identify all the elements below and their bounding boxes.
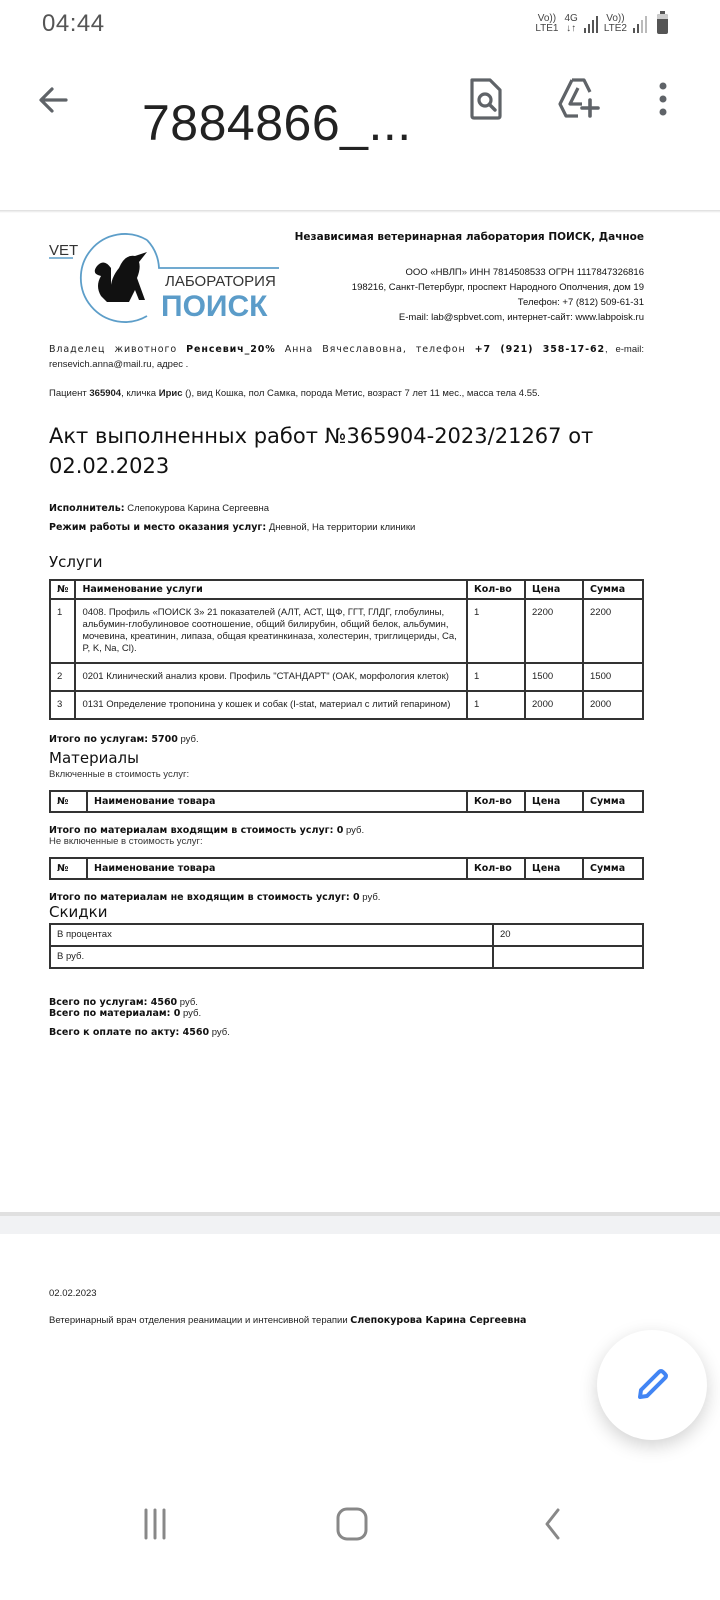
status-time: 04:44 [42, 10, 105, 37]
document-search-icon [466, 76, 506, 122]
pdf-page-1 [49, 218, 644, 1038]
owner-phone: +7 (921) 358-17-62 [474, 344, 606, 355]
lab-legal: ООО «НВЛП» ИНН 7814508533 ОГРН 1117847326816 [405, 267, 644, 278]
materials-excluded-table [49, 857, 644, 880]
status-icons [535, 14, 668, 34]
signal-sim2-icon [633, 15, 647, 33]
table-header-row: № Наименование товара Кол-во Цена Сумма [50, 791, 643, 812]
back-chevron-icon [528, 1500, 578, 1550]
svg-text:VET: VET [49, 242, 79, 259]
find-in-document-button[interactable] [466, 76, 506, 122]
lab-info [295, 230, 644, 325]
app-bar [0, 52, 720, 210]
signature-name: Слепокурова Карина Сергеевна [350, 1315, 527, 1326]
lab-name: Независимая ветеринарная лаборатория ПОИСК, Дачное [294, 231, 644, 243]
patient-id: 365904 [89, 388, 122, 399]
add-to-drive-icon [556, 76, 602, 122]
recents-button[interactable] [130, 1500, 180, 1550]
table-row: 2 0201 Клинический анализ крови. Профиль "СТАНДАРТ" (ОАК, морфология клеток) 1 1500 1500 [50, 663, 643, 691]
add-to-drive-button[interactable] [556, 76, 596, 122]
network-4g-icon: 4G ↓↑ [564, 13, 578, 34]
work-mode: Режим работы и место оказания услуг: Дневной, На территории клиники [49, 522, 416, 533]
materials-included-table [49, 790, 644, 813]
document-title: 7884866_... [142, 95, 412, 151]
table-header-row: № Наименование товара Кол-во Цена Сумма [50, 858, 643, 879]
table-row: 3 0131 Определение тропонина у кошек и собак (I-stat, материал с литий гепарином) 1 2000 2000 [50, 691, 643, 719]
materials-included-total: Итого по материалам входящим в стоимость услуг: 0 руб. [49, 825, 365, 836]
recents-icon [130, 1500, 180, 1550]
arrow-left-icon [34, 80, 74, 120]
signal-sim1-icon [584, 15, 598, 33]
table-row: В руб. [50, 946, 643, 968]
total-payment: Всего к оплате по акту: 4560 руб. [49, 1027, 230, 1038]
system-nav-bar [0, 1470, 720, 1600]
materials-included-note: Включенные в стоимость услуг: [49, 769, 190, 780]
home-button[interactable] [327, 1500, 377, 1550]
status-bar [0, 0, 720, 52]
lab-phone: Телефон: +7 (812) 509-61-31 [517, 297, 644, 308]
edit-pencil-icon [632, 1365, 672, 1405]
services-total: Итого по услугам: 5700 руб. [49, 734, 199, 745]
svg-text:ЛАБОРАТОРИЯ: ЛАБОРАТОРИЯ [165, 273, 276, 290]
services-table [49, 579, 644, 720]
patient-info: Пациент 365904, кличка Ирис (), вид Кошка, пол Самка, порода Метис, возраст 7 лет 11 мес., масса тела 4.55. [49, 388, 540, 399]
lab-contacts: E-mail: lab@spbvet.com, интернет-сайт: www.labpoisk.ru [398, 312, 644, 323]
act-title: Акт выполненных работ №365904-2023/21267 от 02.02.2023 [49, 424, 594, 478]
document-header [49, 218, 644, 328]
table-row: 1 0408. Профиль «ПОИСК 3» 21 показателей (АЛТ, АСТ, ЩФ, ГГТ, ГЛДГ, глобулины, альбумин-глобулиновое соотношение, общий билирубин, общий белок, альбумин, мочевина, креатинин, липаза, общая креатинкиназа, холестерин, триглицериды, Ca, P, K, Na, Cl). 1 2200 2200 [50, 599, 643, 663]
pdf-page-2 [49, 1288, 644, 1326]
owner-info: Владелец животного Ренсевич_20% Анна Вячеславовна, телефон +7 (921) 358-17-62, e-mail: rensevich.anna@mail.ru, адрес . [49, 344, 644, 370]
page-separator [0, 1212, 720, 1234]
table-row: В процентах 20 [50, 924, 643, 946]
back-button[interactable] [34, 80, 74, 120]
lab-logo [49, 228, 279, 323]
volte-sim1-icon: Vo)) LTE1 [535, 13, 559, 34]
materials-excluded-note: Не включенные в стоимость услуг: [49, 836, 203, 847]
materials-heading: Материалы [49, 749, 139, 767]
materials-excluded-total: Итого по материалам не входящим в стоимость услуг: 0 руб. [49, 892, 381, 903]
owner-email: , e-mail: rensevich.anna@mail.ru, адрес . [49, 344, 644, 370]
owner-surname: Ренсевич_20% [186, 344, 276, 355]
battery-icon [657, 14, 668, 34]
discounts-table [49, 923, 644, 969]
signature-date: 02.02.2023 [49, 1288, 97, 1299]
executor: Исполнитель: Слепокурова Карина Сергеевна [49, 503, 270, 514]
more-options-button[interactable] [650, 76, 676, 122]
table-header-row: № Наименование услуги Кол-во Цена Сумма [50, 580, 643, 599]
lab-address: 198216, Санкт-Петербург, проспект Народного Ополчения, дом 19 [351, 282, 644, 293]
signature-line: Ветеринарный врач отделения реанимации и интенсивной терапии Слепокурова Карина Сергеевна [49, 1315, 527, 1326]
patient-nick: Ирис [158, 388, 183, 399]
total-services: Всего по услугам: 4560 руб. [49, 997, 198, 1008]
discounts-heading: Скидки [49, 903, 108, 921]
nav-back-button[interactable] [528, 1500, 578, 1550]
edit-fab-button[interactable] [597, 1330, 707, 1440]
home-icon [327, 1500, 377, 1550]
volte-sim2-icon: Vo)) LTE2 [603, 13, 627, 34]
svg-text:ПОИСК: ПОИСК [161, 290, 268, 323]
total-materials: Всего по материалам: 0 руб. [49, 1008, 202, 1019]
services-heading: Услуги [49, 553, 103, 571]
more-vert-icon [650, 76, 676, 122]
